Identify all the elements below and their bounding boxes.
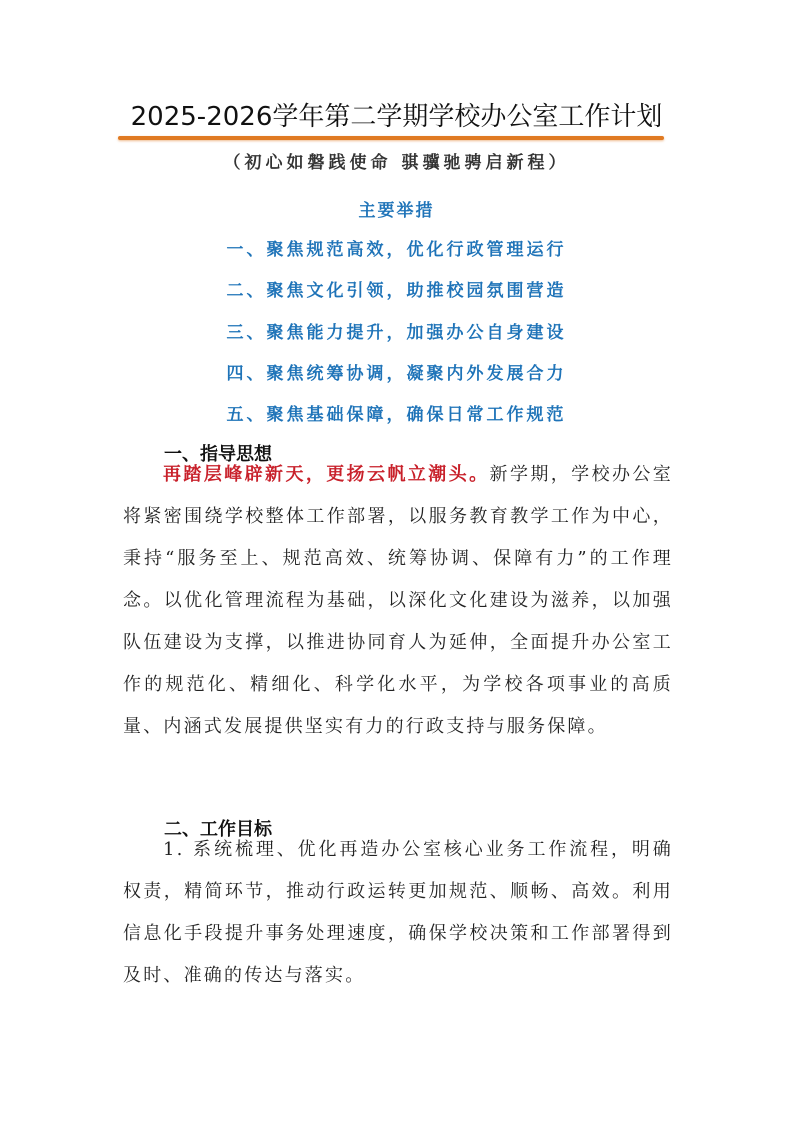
work-goal-item: 1. 系统梳理、优化再造办公室核心业务工作流程，明确权责，精简环节，推动行政运转更加规范、顺畅、高效。利用信息化手段提升事务处理速度，确保学校决策和工作部署得到及时、准确的传达与落实。 [123, 839, 673, 986]
section-heading-guiding-ideology: 一、指导思想 [164, 444, 272, 465]
document-title: 2025-2026学年第二学期学校办公室工作计划 [130, 102, 663, 132]
highlight-slogan: 再踏层峰辟新天，更扬云帆立潮头。 [163, 464, 490, 485]
measure-item: 一、聚焦规范高效，优化行政管理运行 [226, 240, 567, 260]
measure-item: 四、聚焦统筹协调，凝聚内外发展合力 [226, 364, 567, 384]
key-measures-heading: 主要举措 [358, 201, 435, 221]
document-subtitle: （初心如磐践使命 骐骥驰骋启新程） [223, 153, 570, 173]
paragraph-body: 新学期，学校办公室将紧密围绕学校整体工作部署，以服务教育教学工作为中心，秉持“服务至上、规范高效、统筹协调、保障有力”的工作理念。以优化管理流程为基础，以深化文化建设为滋养，以加强队伍建设为支撑，以推进协同育人为延伸，全面提升办公室工作的规范化、精细化、科学化水平，为学校各项事业的高质量、内涵式发展提供坚实有力的行政支持与服务保障。 [123, 464, 673, 737]
title-underline [118, 136, 664, 140]
measure-item: 二、聚焦文化引领，助推校园氛围营造 [226, 281, 567, 301]
measure-item: 三、聚焦能力提升，加强办公自身建设 [226, 323, 567, 343]
section-heading-work-goals: 二、工作目标 [164, 819, 272, 840]
measure-item: 五、聚焦基础保障，确保日常工作规范 [226, 405, 567, 425]
guiding-ideology-paragraph [123, 454, 673, 748]
